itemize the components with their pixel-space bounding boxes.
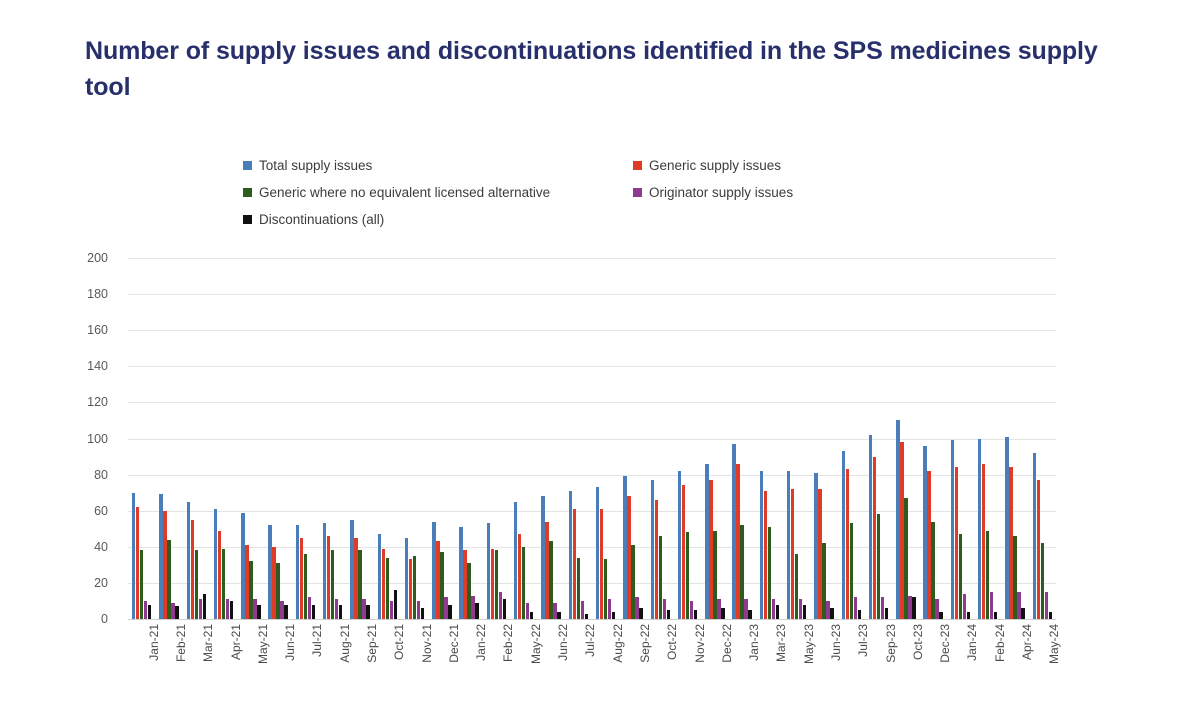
bar[interactable]	[982, 464, 985, 619]
bar[interactable]	[444, 597, 447, 619]
bar[interactable]	[296, 525, 299, 619]
bar[interactable]	[585, 614, 588, 619]
bar[interactable]	[1013, 536, 1016, 619]
x-axis-tick-label: Apr-21	[228, 624, 243, 661]
bar[interactable]	[732, 444, 735, 619]
x-axis-tick-label: Jun-21	[283, 624, 298, 661]
y-axis-tick-label: 160	[87, 323, 108, 338]
legend-item-generic-supply-issues[interactable]	[633, 158, 781, 173]
bar[interactable]	[386, 558, 389, 619]
bar[interactable]	[858, 610, 861, 619]
bar[interactable]	[249, 561, 252, 619]
bar[interactable]	[394, 590, 397, 619]
legend-label: Generic where no equivalent licensed alternative	[259, 185, 551, 200]
bar[interactable]	[705, 464, 708, 619]
y-axis-tick-label: 180	[87, 287, 108, 302]
legend-label: Generic supply issues	[649, 158, 782, 173]
bar[interactable]	[881, 597, 884, 619]
bar-group	[865, 258, 892, 619]
bar[interactable]	[600, 509, 603, 619]
bar[interactable]	[978, 439, 981, 620]
bar[interactable]	[487, 523, 490, 619]
x-axis-tick-label: Sep-21	[365, 624, 379, 663]
bar[interactable]	[245, 545, 248, 619]
x-axis-tick-label: Jun-22	[556, 624, 571, 661]
bar[interactable]	[378, 534, 381, 619]
bar-group	[428, 258, 455, 619]
bar[interactable]	[144, 601, 147, 619]
bar[interactable]	[627, 496, 630, 619]
bar[interactable]	[514, 502, 517, 619]
bar[interactable]	[791, 489, 794, 619]
bar[interactable]	[850, 523, 853, 619]
bar-group	[920, 258, 947, 619]
bar-group	[647, 258, 674, 619]
bar-group	[128, 258, 155, 619]
bar[interactable]	[877, 514, 880, 619]
bar[interactable]	[1041, 543, 1044, 619]
bar-group	[374, 258, 401, 619]
bar-group	[1029, 258, 1056, 619]
bar[interactable]	[623, 476, 626, 619]
bar[interactable]	[191, 520, 194, 619]
y-axis-labels	[0, 251, 118, 626]
bar[interactable]	[366, 605, 369, 619]
bar[interactable]	[740, 525, 743, 619]
legend-swatch-icon	[633, 161, 642, 170]
y-axis-tick-label: 40	[94, 539, 108, 554]
bar[interactable]	[495, 550, 498, 619]
bar[interactable]	[1037, 480, 1040, 619]
bar[interactable]	[272, 547, 275, 619]
bar[interactable]	[955, 467, 958, 619]
bar[interactable]	[148, 605, 151, 619]
gridline	[128, 619, 1056, 620]
bar[interactable]	[499, 592, 502, 619]
bar[interactable]	[503, 599, 506, 619]
bar[interactable]	[787, 471, 790, 619]
x-axis-tick-label: Dec-21	[446, 624, 461, 663]
bar-group	[974, 258, 1001, 619]
bar[interactable]	[518, 534, 521, 619]
bar[interactable]	[846, 469, 849, 619]
x-axis-tick-label: Dec-23	[938, 624, 953, 663]
legend-label: Originator supply issues	[649, 185, 794, 200]
bar-group	[510, 258, 537, 619]
bar[interactable]	[491, 549, 494, 619]
bar[interactable]	[549, 541, 552, 619]
bar[interactable]	[284, 605, 287, 619]
bar[interactable]	[436, 541, 439, 619]
bar[interactable]	[939, 612, 942, 619]
bar[interactable]	[545, 522, 548, 619]
bar[interactable]	[136, 507, 139, 619]
bar[interactable]	[744, 599, 747, 619]
x-axis-tick-label: Nov-22	[692, 624, 707, 663]
legend-item-total-supply-issues[interactable]	[243, 158, 633, 173]
bar[interactable]	[721, 608, 724, 619]
bar[interactable]	[608, 599, 611, 619]
bar[interactable]	[467, 563, 470, 619]
bar[interactable]	[354, 538, 357, 619]
legend-swatch-icon	[243, 188, 252, 197]
bar-group	[183, 258, 210, 619]
legend-label: Total supply issues	[259, 158, 373, 173]
bar-group	[1001, 258, 1028, 619]
bar[interactable]	[935, 599, 938, 619]
x-axis-labels	[128, 624, 1062, 714]
bar[interactable]	[1017, 592, 1020, 619]
bar[interactable]	[596, 487, 599, 619]
bar[interactable]	[830, 608, 833, 619]
bar[interactable]	[826, 601, 829, 619]
x-axis-tick-label: Jan-23	[747, 624, 762, 661]
bar[interactable]	[526, 603, 529, 619]
legend-swatch-icon	[243, 161, 252, 170]
bar[interactable]	[764, 491, 767, 619]
bar-group	[346, 258, 373, 619]
bar[interactable]	[694, 610, 697, 619]
bar[interactable]	[268, 525, 271, 619]
bar[interactable]	[713, 531, 716, 619]
bar[interactable]	[475, 603, 478, 619]
bar[interactable]	[390, 601, 393, 619]
bar[interactable]	[350, 520, 353, 619]
bar[interactable]	[230, 601, 233, 619]
bar[interactable]	[541, 496, 544, 619]
bar[interactable]	[963, 594, 966, 619]
bar[interactable]	[908, 596, 911, 619]
x-axis-tick-label: Feb-21	[173, 624, 188, 663]
bar-group	[810, 258, 837, 619]
bar[interactable]	[604, 559, 607, 619]
x-axis-tick-label: Jan-24	[965, 624, 980, 661]
bar[interactable]	[308, 597, 311, 619]
bar[interactable]	[280, 601, 283, 619]
bar[interactable]	[912, 597, 915, 619]
bar[interactable]	[842, 451, 845, 619]
bar[interactable]	[421, 608, 424, 619]
bar[interactable]	[413, 556, 416, 619]
bar[interactable]	[682, 485, 685, 619]
bar-series-container	[128, 258, 1056, 619]
bar-group	[264, 258, 291, 619]
y-axis-tick-label: 100	[87, 431, 108, 446]
y-axis-tick-label: 120	[87, 395, 108, 410]
bar[interactable]	[896, 420, 899, 619]
bar[interactable]	[869, 435, 872, 619]
bar[interactable]	[253, 599, 256, 619]
x-axis-tick-label: Aug-22	[610, 624, 625, 663]
bar[interactable]	[923, 446, 926, 619]
bar[interactable]	[175, 606, 178, 619]
bar-group	[947, 258, 974, 619]
bar[interactable]	[203, 594, 206, 619]
x-axis-tick-label: Feb-24	[992, 624, 1007, 663]
bar[interactable]	[651, 480, 654, 619]
legend-item-discontinuations[interactable]	[243, 212, 633, 227]
bar[interactable]	[159, 494, 162, 619]
x-axis-tick-label: Jul-23	[856, 624, 871, 657]
bar[interactable]	[818, 489, 821, 619]
bar[interactable]	[276, 563, 279, 619]
bar[interactable]	[1021, 608, 1024, 619]
bar[interactable]	[218, 531, 221, 619]
bar-group	[537, 258, 564, 619]
bar[interactable]	[362, 599, 365, 619]
bar-group	[728, 258, 755, 619]
bar[interactable]	[471, 596, 474, 619]
bar[interactable]	[854, 597, 857, 619]
bar[interactable]	[409, 559, 412, 619]
bar[interactable]	[1005, 437, 1008, 619]
bar[interactable]	[440, 552, 443, 619]
x-axis-tick-label: Feb-22	[501, 624, 516, 663]
bar[interactable]	[967, 612, 970, 619]
bar[interactable]	[417, 601, 420, 619]
bar[interactable]	[581, 601, 584, 619]
bar[interactable]	[748, 610, 751, 619]
bar-group	[319, 258, 346, 619]
x-axis-tick-label: Mar-23	[774, 624, 789, 663]
bar[interactable]	[195, 550, 198, 619]
bar[interactable]	[553, 603, 556, 619]
bar-group	[401, 258, 428, 619]
x-axis-tick-label: Oct-21	[392, 624, 407, 661]
bar[interactable]	[448, 605, 451, 619]
bar[interactable]	[959, 534, 962, 619]
bar[interactable]	[300, 538, 303, 619]
bar[interactable]	[659, 536, 662, 619]
bar[interactable]	[132, 493, 135, 619]
bar[interactable]	[323, 523, 326, 619]
bar[interactable]	[226, 599, 229, 619]
x-axis-tick-label: Mar-21	[201, 624, 216, 663]
bar[interactable]	[222, 549, 225, 619]
bar[interactable]	[199, 599, 202, 619]
x-axis-tick-label: May-23	[801, 624, 816, 665]
bar[interactable]	[799, 599, 802, 619]
bar[interactable]	[1045, 592, 1048, 619]
bar[interactable]	[331, 550, 334, 619]
bar[interactable]	[382, 549, 385, 619]
bar-group	[292, 258, 319, 619]
x-axis-tick-label: May-22	[528, 624, 543, 665]
x-axis-tick-label: Jul-21	[310, 624, 325, 657]
x-axis-tick-label: May-21	[255, 624, 270, 665]
bar[interactable]	[573, 509, 576, 619]
bar[interactable]	[663, 599, 666, 619]
y-axis-tick-label: 60	[94, 503, 108, 518]
bar[interactable]	[686, 532, 689, 619]
bar[interactable]	[873, 457, 876, 619]
bar[interactable]	[631, 545, 634, 619]
bar-group	[565, 258, 592, 619]
bar-group	[701, 258, 728, 619]
bar[interactable]	[522, 547, 525, 619]
bar[interactable]	[140, 550, 143, 619]
bar[interactable]	[257, 605, 260, 619]
bar[interactable]	[994, 612, 997, 619]
legend-row-1	[243, 158, 1083, 173]
legend-item-originator-supply-issues[interactable]	[633, 185, 793, 200]
bar[interactable]	[557, 612, 560, 619]
x-axis-tick-label: Apr-24	[1020, 624, 1035, 661]
x-axis-tick-label: Nov-21	[419, 624, 434, 663]
bar[interactable]	[667, 610, 670, 619]
bar[interactable]	[304, 554, 307, 619]
bar[interactable]	[986, 531, 989, 619]
bar-group	[456, 258, 483, 619]
bar[interactable]	[187, 502, 190, 619]
bar[interactable]	[405, 538, 408, 619]
bar-group	[155, 258, 182, 619]
x-axis-tick-label: May-24	[1047, 624, 1062, 665]
bar-group	[619, 258, 646, 619]
bar-group	[210, 258, 237, 619]
bar[interactable]	[577, 558, 580, 619]
bar[interactable]	[214, 509, 217, 619]
bar[interactable]	[678, 471, 681, 619]
x-axis-tick-label: Dec-22	[719, 624, 734, 663]
bar[interactable]	[459, 527, 462, 619]
bar-group	[674, 258, 701, 619]
bar[interactable]	[709, 480, 712, 619]
x-axis-tick-label: Oct-22	[665, 624, 680, 661]
bar[interactable]	[335, 599, 338, 619]
bar[interactable]	[612, 612, 615, 619]
y-axis-tick-label: 140	[87, 359, 108, 374]
x-axis-tick-label: Oct-23	[910, 624, 925, 661]
y-axis-tick-label: 200	[87, 251, 108, 265]
y-axis-tick-label: 80	[94, 467, 108, 482]
plot-area	[128, 258, 1056, 619]
bar[interactable]	[931, 522, 934, 619]
bar[interactable]	[358, 550, 361, 619]
page-title: Number of supply issues and discontinuations identified in the SPS medicines supply tool	[85, 37, 1098, 101]
bar[interactable]	[339, 605, 342, 619]
legend-swatch-icon	[633, 188, 642, 197]
bar[interactable]	[736, 464, 739, 619]
bar[interactable]	[803, 605, 806, 619]
bar[interactable]	[776, 605, 779, 619]
bar[interactable]	[639, 608, 642, 619]
x-axis-tick-label: Jan-21	[146, 624, 161, 661]
bar[interactable]	[463, 550, 466, 619]
bar[interactable]	[814, 473, 817, 619]
legend-label: Discontinuations (all)	[259, 212, 385, 227]
bar[interactable]	[327, 536, 330, 619]
bar[interactable]	[760, 471, 763, 619]
bar[interactable]	[1033, 453, 1036, 619]
bar[interactable]	[1049, 612, 1052, 619]
bar[interactable]	[951, 440, 954, 619]
bar[interactable]	[530, 612, 533, 619]
y-axis-tick-label: 20	[94, 575, 108, 590]
bar-group	[783, 258, 810, 619]
bar[interactable]	[241, 513, 244, 619]
x-axis-tick-label: Sep-22	[637, 624, 652, 663]
bar-group	[237, 258, 264, 619]
bar[interactable]	[717, 599, 720, 619]
x-axis-tick-label: Jun-23	[829, 624, 843, 661]
bar[interactable]	[312, 605, 315, 619]
legend-swatch-icon	[243, 215, 252, 224]
bar-group	[838, 258, 865, 619]
bar[interactable]	[655, 500, 658, 619]
bar[interactable]	[690, 601, 693, 619]
bar[interactable]	[795, 554, 798, 619]
bar[interactable]	[772, 599, 775, 619]
bar[interactable]	[432, 522, 435, 619]
legend-row-2	[243, 185, 1083, 200]
bar[interactable]	[900, 442, 903, 619]
chart-legend	[243, 158, 1083, 239]
bar[interactable]	[1009, 467, 1012, 619]
bar[interactable]	[822, 543, 825, 619]
bar-group	[756, 258, 783, 619]
x-axis-tick-label: Jul-22	[583, 624, 598, 657]
x-axis-tick-label: Aug-21	[337, 624, 352, 663]
legend-item-generic-no-equivalent[interactable]	[243, 185, 633, 200]
x-axis-tick-label: Sep-23	[883, 624, 898, 663]
bar[interactable]	[904, 498, 907, 619]
bar[interactable]	[167, 540, 170, 619]
bar[interactable]	[927, 471, 930, 619]
y-axis-tick-label: 0	[101, 612, 108, 626]
bar[interactable]	[885, 608, 888, 619]
bar[interactable]	[635, 597, 638, 619]
legend-row-3	[243, 212, 1083, 227]
bar-group	[892, 258, 919, 619]
bar[interactable]	[163, 511, 166, 619]
bar[interactable]	[171, 603, 174, 619]
bar[interactable]	[768, 527, 771, 619]
bar-group	[483, 258, 510, 619]
bar[interactable]	[569, 491, 572, 619]
bar[interactable]	[990, 592, 993, 619]
bar-group	[592, 258, 619, 619]
x-axis-tick-label: Jan-22	[474, 624, 489, 661]
